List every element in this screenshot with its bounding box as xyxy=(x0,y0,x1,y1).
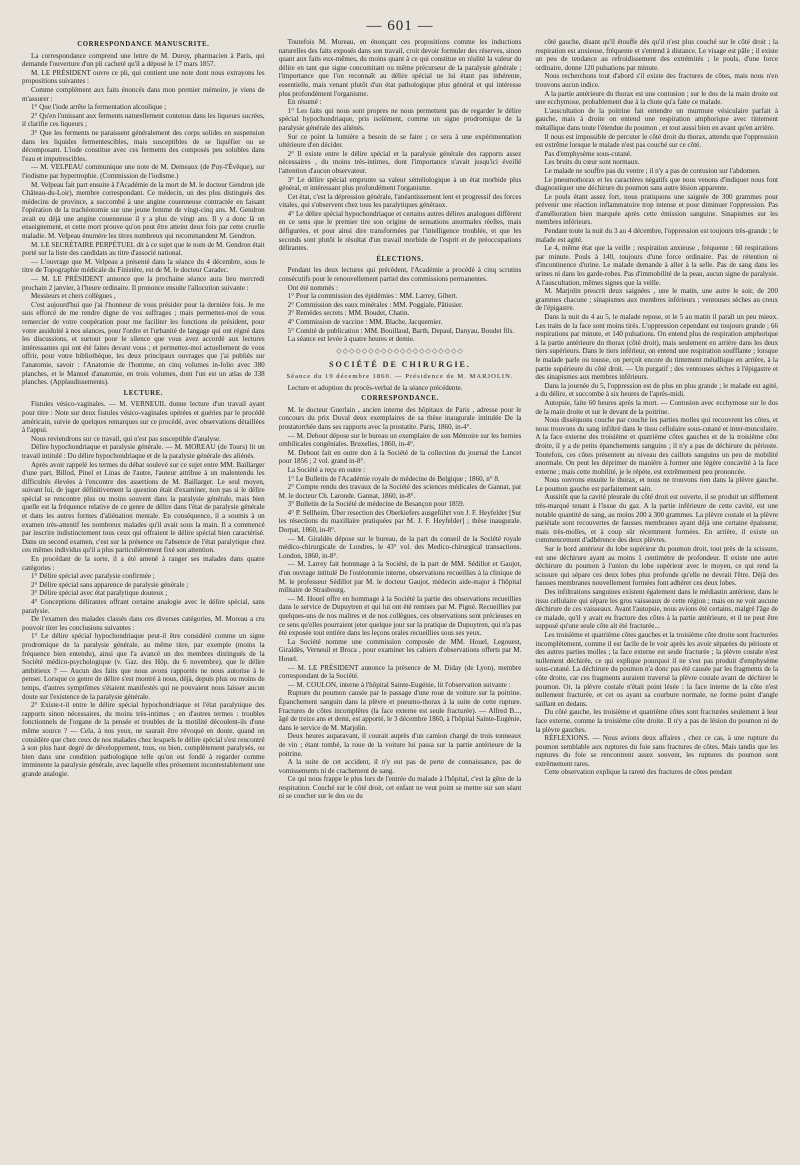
paragraph: 1° Le délire spécial hypochondriaque peut-il être considéré comme un signe prodromique de la paralysie générale, au même titre, par exemple (moins la fréquence bien entendu), ainsi que l'a avancé un des membres distingués de la Société médico-psychologique (v. Gaz. des Hôp. du 6 novembre), que le délire ambitieux ? — Aucun des faits que nous avons rapportés ne nous autorise à le penser. Lorsque ce genre de délire s'est montré à nous, déjà, depuis plus ou moins de temps, d'autres symptômes s'étaient manifestés qui ne pouvaient nous laisser aucun doute sur l'existence de la paralysie générale. xyxy=(22,632,265,701)
paragraph: Lecture et adoption du procès-verbal de la séance précédente. xyxy=(287,383,463,392)
paragraph: — M. VELPEAU communique une note de M. Demeaux (de Puy-l'Évêque), sur l'iodisme par hypertrophie. (Commission de l'iodisme.) xyxy=(22,163,265,180)
paragraph: M. Marjolin prescrit deux saignées , une le matin, une autre le soir, de 200 grammes chacune ; sinapismes aux membres inférieurs ; ventouses sèches au creux de l'épigastre. xyxy=(535,287,778,313)
paragraph: M. LE SECRÉTAIRE PERPÉTUEL dit à ce sujet que le nom de M. Gendron était porté sur la liste des candidats au titre d'associé national. xyxy=(22,240,265,258)
paragraph: C'est aujourd'hui que j'ai l'honneur de vous présider pour la dernière fois. Je me suis efforcé de me rendre digne de vos suffrages ; mais permettez-moi de vous remercier de votre coopération pour me faciliter les fonctions de président, pour votre assiduité à nos séances, pour l'ordre et l'urbanité de langage qui ont régné dans les discussions, et surtout pour le silence que vous avez accordé aux lectures intéressantes qui ont été faites devant vous ; et permettez-moi actuellement de vous offrir, pour votre bibliothèque, les deux principaux ouvrages que j'ai publiés sur l'anatomie, savoir : l'Anatomie de l'homme, en cinq volumes in-folio avec 380 planches, et le Manuel d'anatomie, en trois volumes, dont l'un est un atlas de 338 planches. (Applaudissements). xyxy=(22,300,265,387)
paragraph: Sur le bord antérieur du lobe supérieur du poumon droit, tout près de la scissure, est une déchirure ayant au moins 1 centimètre de profondeur. Il existe une autre déchirure du poumon à l'union du lobe supérieur avec le moyen, ce qui rend la scissure qui sépare ces deux lobes plus profonde qu'elle ne devrait l'être. Déjà des fausses membranes nouvellement formées font adhérer ces deux lobes. xyxy=(535,545,778,588)
ornament-divider: ◇◇◇◇◇◇◇◇◇◇◇◇◇◇◇◇◇◇◇◇ xyxy=(336,346,464,355)
paragraph: 2° Délire spécial sans apparence de paralysie générale ; xyxy=(31,580,189,589)
column-left xyxy=(22,38,265,1158)
paragraph: 4° Commission de vaccine : MM. Blache, Jacquemier. xyxy=(287,318,443,326)
paragraph: Le pouls étant assez fort, nous pratiquons une saignée de 300 grammes pour prévenir une réaction inflammatoire trop intense et pour diminuer l'oppression. Pas d'amélioration bien marquée après cette émission sanguine. Sinapismes sur les membres inférieurs. xyxy=(535,192,778,227)
paragraph: 4° Conceptions délirantes offrant certaine analogie avec le délire spécial, sans paralysie. xyxy=(22,598,265,615)
paragraph: 1° Que l'iode arrête la fermentation alcoolique ; xyxy=(31,103,167,112)
paragraph: En procédant de la sorte, il a été amené à ranger ses malades dans quatre catégories : xyxy=(22,555,265,572)
paragraph: Pendant les deux lectures qui précèdent, l'Académie a procédé à cinq scrutins consécutifs pour le renouvellement partiel des commissions permanentes. xyxy=(278,266,522,284)
paragraph: Nous disséquons couche par couche les parties molles qui recouvrent les côtes, et nous trouvons du sang infiltré dans le tissu cellulaire sous-cutané et inter-musculaire. A la face externe des troisième et quatrième côtes gauches et de la troisième côte droite, il y a de petits épanchements sanguins ; il n'y a pas de déchirure du périoste. Toutefois, ces côtes présentent au niveau des caillots sanguins un peu de mobilité anormale. On peut les déprimer de manière à former une légère concavité à la face externe ; mais cette mobilité, je le répète, est extrêmement peu prononcée. xyxy=(535,416,778,476)
paragraph: Nous reviendrons sur ce travail, qui n'est pas susceptible d'analyse. xyxy=(31,434,221,443)
paragraph: Des infiltrations sanguines existent également dans le médiastin antérieur, dans le tissu cellulaire qui sépare les gros vaisseaux de cette région ; mais on ne voit aucune déchirure de ces vaisseaux. Avant l'autopsie, nous avions été certains, malgré l'âge de ce malade, qu'il y avait eu fracture des côtes à la partie antérieure, et il ne peut être supposé qu'une seule côte ait été fracturée... xyxy=(535,588,778,631)
section-heading: LECTURE. xyxy=(123,389,164,397)
paragraph: — M. Houel offre en hommage à la Société la partie des observations recueillies dans le service de Dupuytren et qui lui ont été remises par M. Pigné. Recueillies par quelques-uns de nos maîtres et de nos collègues, ces observations sont précieuses en ce sens qu'elles pourraient jeter quelque jour sur la pratique de Dupuytren, qui n'a pas été exposée tout entière dans les leçons orales recueillies sous ses yeux. xyxy=(278,594,522,638)
paragraph: Fistules vésico-vaginales. — M. VERNEUIL donne lecture d'un travail ayant pour titre : Note sur deux fistules vésico-vaginales opérées et guéries par le procédé américain, suivie de quelques remarques sur ce procédé, avec observations détaillées à l'appui. xyxy=(22,400,265,435)
paragraph: 2° Existe-t-il entre le délire spécial hypochondriaque et l'état paralytique des rapports sinon nécessaires, du moins très-intimes ; en d'autres termes : troubles fonctionnels de l'organe de la pensée et troubles de la motilité découlent-ils d'une même source ? — Cela, à nos yeux, ne saurait être révoqué en doute, quand on considère que chez ceux de nos malades chez lesquels le délire spécial s'est rencontré à son plus haut degré de développement, tous, ou bien, complètement paralysés, ou bien dans une condition pathologique telle qu'on est fondé à regarder comme imminente la paralysie générale, avec laquelle elles présentent incontestablement une grande analogie. xyxy=(22,701,265,778)
paragraph: A la suite de cet accident, il n'y eut pas de perte de connaissance, pas de vomissements ni de crachement de sang. xyxy=(278,758,522,775)
paragraph: Ont été nommés : xyxy=(287,283,338,292)
paragraph: 1° Pour la commission des épidémies : MM. Larrey, Gibert. xyxy=(287,292,458,301)
paragraph: En résumé : xyxy=(287,98,322,107)
paragraph: Délire hypochondriaque et paralysie générale. — M. MOREAU (de Tours) lit un travail intitulé : Du délire hypochondriaque et de la paralysie générale des aliénés. xyxy=(22,443,265,460)
page-number: — 601 — xyxy=(366,18,434,34)
columns xyxy=(22,38,778,1158)
paragraph: 3° Que les ferments ne paraissent généralement des corps solides en suspension dans les liquides fermentescibles, mais susceptibles de se liquéfier ou se décomposant. L'iode constitue avec ces ferments des composés peu solubles dans l'eau et imputrescibles. xyxy=(22,128,265,163)
column-middle xyxy=(279,38,522,1158)
paragraph: 1° Le Bulletin de l'Académie royale de médecine de Belgique ; 1860, n° 8. xyxy=(287,474,500,483)
paragraph: Aussitôt que la cavité pleurale du côté droit est ouverte, il se produit un sifflement très-marqué tenant à l'issue du gaz. A la partie inférieure de cette cavité, est une notable quantité de sang, au moins 200 à 300 grammes. La plèvre costale et la plèvre pariétale sont recouvertes de fausses membranes ayant déjà une certaine épaisseur, mais très-molles, et à coup sûr récemment formées. En arrière, il existe un commencement d'adhérence des deux plèvres. xyxy=(535,493,778,545)
section-heading: CORRESPONDANCE MANUSCRITE. xyxy=(77,41,210,48)
paragraph: Nous ouvrons ensuite le thorax, et nous ne trouvons rien dans la plèvre gauche. Le poumon gauche est parfaitement sain. xyxy=(535,476,778,493)
paragraph: La Société nomme une commission composée de MM. Houel, Legouest, Giraldès, Verneuil et Broca , pour examiner les cahiers d'observations offerts par M. Houel. xyxy=(278,637,522,663)
paragraph: Les bruits du cœur sont normaux. xyxy=(544,158,640,167)
paragraph: Cette observation explique la rareté des fractures de côtes pendant xyxy=(544,768,733,777)
paragraph: Dans la nuit du 4 au 5, le malade repose, et le 5 au matin il paraît un peu mieux. Les traits de la face sont moins tirés. L'oppression cependant est toujours grande ; 66 respirations par minute, et 140 pulsations. On entend plus de respiration amphorique à la partie antérieure du thorax (côté droit), mais seulement en arrière dans les deux tiers supérieurs. Dans le tiers inférieur, on entend une respiration soufflante ; lorsque le malade parle ou tousse, on perçoit encore du tintement métallique en arrière, à la partie supérieure du côté droit. — Un purgatif ; des ventouses sèches à l'épigastre et des sinapismes aux membres inférieurs. xyxy=(535,313,778,382)
paragraph: Les troisième et quatrième côtes gauches et la troisième côte droite sont fracturées incomplètement, comme il est facile de le voir après les avoir séparées du périoste et des autres parties molles ; la face externe est seule fracturée ; la plèvre costale n'est nullement déchirée, ce qui explique pourquoi il ne s'est pas produit d'emphysème sous-cutané. La déchirure du poumon n'a donc pas été causée par les fragments de la côte droite, car ces fragments auraient traversé la plèvre costale avant de déchirer le poumon. Or, la plèvre costale n'était point lésée : la face interne de la côte n'est nullement fracturée, et cet os ayant sa courbure normale, ne forme point d'angle saillant en dedans. xyxy=(535,630,778,708)
paragraph: 4° P. Sellheim. Über resection des Oberkiefers ausgeführt von J. F. Heyfelder [Sur les résections du maxillaire pratiquées par M. J. F. Heyfelder] ; thèse inaugurale. Dorpat, 1860, in-8°. xyxy=(278,508,522,535)
paragraph: Du côté gauche, les troisième et quatrième côtes sont fracturées seulement à leur face externe, comme la troisième côte droite. Il n'y a pas de lésion du poumon ni de la plèvre gauches. xyxy=(535,708,778,734)
society-heading: SOCIÉTÉ DE CHIRURGIE. xyxy=(329,360,471,370)
paragraph: La correspondance comprend une lettre de M. Duroy, pharmacien à Paris, qui demande l'ouverture d'un pli cacheté qu'il a déposé le 17 mars 1857. xyxy=(22,51,265,69)
paragraph: — M. COULON, interne à l'hôpital Sainte-Eugénie, lit l'observation suivante : xyxy=(287,680,511,689)
paragraph: M. Debout fait en outre don à la Société de la collection du journal the Lancet pour 1856 ; 2 vol. grand in-8°. xyxy=(278,448,522,466)
paragraph: côté gauche, disant qu'il étouffe dès qu'il n'est plus couché sur le côté droit ; la respiration est anxieuse, fréquente et s'entend à distance. Le visage est pâle ; il existe un peu de tendance au refroidissement des extrémités ; le pouls, d'une force ordinaire, donne 120 pulsations par minute. xyxy=(535,38,778,72)
paragraph: — M. Larrey fait hommage à la Société, de la part de MM. Sédillot et Gaujot, d'un ouvrage intitulé De l'ostéotomie interne, observations recueillies à la clinique de M. le professeur Sédillot par M. le docteur Gaujot, médecin aide-major à l'hôpital militaire de Strasbourg. xyxy=(278,560,522,595)
paragraph: Rupture du poumon causée par le passage d'une roue de voiture sur la poitrine. Épanchement sanguin dans la plèvre et pneumo-thorax à la suite de cette rupture. Fractures de côtes incomplètes (la face externe est seule fracturée). — Alfred B..., âgé de treize ans et demi, est apporté, le 3 décembre 1860, à l'hôpital Sainte-Eugénie, dans le service de M. Marjolin. xyxy=(278,689,522,732)
paragraph: — M. LE PRÉSIDENT annonce la présence de M. Diday (de Lyon), membre correspondant de la Société. xyxy=(278,663,522,681)
paragraph: 5° Comité de publication : MM. Bouillaud, Barth, Depaul, Danyau, Boudet fils. xyxy=(287,326,515,335)
paragraph: Le 4, même état que la veille ; respiration anxieuse , fréquente : 60 respirations par minute. Pouls à 140, toujours d'une force ordinaire. Pas de rétention ni d'incontinence d'urine. Le malade demande à aller à la selle. Pas de sang dans les urines ni dans les garde-robes. Pas d'immobilité de la peau, aucun signe de paralysie. A l'auscultation, mêmes signes que la veille. xyxy=(535,244,778,287)
paragraph: Il nous est impossible de percuter le côté droit du thorax, attendu que l'oppression est extrême lorsque le malade n'est pas couché sur ce côté. xyxy=(535,132,778,150)
paragraph: Messieurs et chers collègues , xyxy=(31,292,116,301)
paragraph: — L'ouvrage que M. Velpeau a présenté dans la séance du 4 décembre, sous le titre de Topographie médicale du Finistère, est de M. le docteur Caradec. xyxy=(22,257,265,275)
paragraph: Sur ce point la lumière a besoin de se faire ; ce sera à une expérimentation ultérieure d'en décider. xyxy=(278,132,522,150)
paragraph: Ce qui nous frappe le plus lors de l'entrée du malade à l'hôpital, c'est la gêne de la respiration. Couché sur le côté droit, cet enfant ne veut point se mettre sur son séant ni se coucher sur le dos ou du xyxy=(278,775,522,801)
paragraph: Comme complément aux faits énoncés dans mon premier mémoire, je viens de m'assurer : xyxy=(22,85,265,103)
paragraph: La Société a reçu en outre : xyxy=(287,465,366,474)
paragraph: Nous recherchons tout d'abord s'il existe des fractures de côtes, mais nous n'en trouvons aucun indice. xyxy=(535,72,778,89)
paragraph: Pas d'emphysème sous-cutané. xyxy=(544,149,632,158)
section-heading: ÉLECTIONS. xyxy=(376,255,424,263)
paragraph: 3° Remèdes secrets : MM. Boudet, Chatin. xyxy=(287,309,410,318)
section-heading: CORRESPONDANCE. xyxy=(361,395,439,403)
paragraph: 3° Délire spécial avec état paralytique douteux ; xyxy=(31,589,168,598)
paragraph: La séance est levée à quatre heures et demie. xyxy=(287,335,415,344)
paragraph: — M. LE PRÉSIDENT annonce que la prochaine séance aura lieu mercredi prochain 2 janvier, à l'heure ordinaire. Il prononce ensuite l'allocution suivante : xyxy=(22,275,265,292)
paragraph: 2° Il existe entre le délire spécial et la paralysie générale des rapports assez nécessaires , du moins très-intimes, dont l'importance n'avait jusqu'ici éveillé l'attention d'aucun observateur. xyxy=(278,149,522,175)
paragraph: Le malade ne souffre pas du ventre ; il n'y a pas de contusion sur l'abdomen. xyxy=(544,166,761,175)
paragraph: M. LE PRÉSIDENT ouvre ce pli, qui contient une note dont nous extrayons les propositions suivantes : xyxy=(22,68,265,86)
paragraph: 1° Les faits qui nous sont propres ne nous permettent pas de regarder le délire spécial hypochondriaque, pris isolément, comme un signe prodromique de la paralysie générale des aliénés. xyxy=(278,106,522,132)
paragraph: 2° Compte rendu des travaux de la Société des sciences médicales de Gannat, par M. le docteur Ch. Laronde. Gannat, 1860, in-8°. xyxy=(278,483,522,500)
paragraph: Après avoir rappelé les termes du débat soulevé sur ce sujet entre MM. Baillarger d'une part, Billod, Pinel et Linas de l'autre, l'auteur attribue à un malentendu les difficultés élevées à l'encontre des assertions de M. Baillarger. Le seul moyen, suivant lui, de juger définitivement la question était d'examiner, non pas si le délire spécial se rencontre plus ou moins souvent dans la paralysie générale, mais bien quelle est la fréquence relative de ce genre de délire dans l'état de paralysie générale et dans les autres formes d'aliénation mentale. En conséquence, il a soumis à un examen très-attentif les nombreux malades qu'il avait sous la main. Il a commencé par inscrire indistinctement tous ceux qui offraient le délire spécial bien caractérisé. Dans un second examen, c'est sur la présence ou l'absence de l'état paralytique chez ces mêmes individus qu'il a plus particulièrement fixé son attention. xyxy=(22,460,265,555)
paragraph: Le pneumothorax et les caractères négatifs que nous venons d'indiquer nous font diagnostiquer une déchirure du poumon sans autre lésion apparente. xyxy=(535,175,778,193)
paragraph: 3° Bulletin de la Société de médecine de Besançon pour 1859. xyxy=(287,500,465,509)
paragraph: 1° Délire spécial avec paralysie confirmée ; xyxy=(31,572,155,581)
paragraph: Autopsie, faite 60 heures après la mort. — Contusion avec ecchymose sur le dos de la main droite et sur le devant de la poitrine. xyxy=(535,398,778,416)
paragraph: De l'examen des malades classés dans ces diverses catégories, M. Moreau a cru pouvoir tirer les conclusions suivantes : xyxy=(22,615,265,632)
paragraph: Toutefois M. Moreau, en énonçant ces propositions comme les inductions naturelles des faits exposés dans son travail, croit devoir formuler des réserves, sinon quant aux faits eux-mêmes, du moins quant à ce qui constitue en réalité la valeur du délire en tant que signe concomitant ou même précurseur de la paralysie générale ; l'importance que l'on reconnaît au délire spécial ne lui étant pas inhérente, essentielle, mais venant plutôt d'un état pathologique plus général et qui intéresse plus profondément l'organisme. xyxy=(278,38,522,98)
paragraph: — M. Debout dépose sur le bureau un exemplaire de son Mémoire sur les hernies ombilicales congéniales. Bruxelles, 1860, in-4°. xyxy=(278,431,522,449)
paragraph: 2° Qu'en l'unissant aux ferments naturellement contenus dans les liqueurs sucrées, il clarifie ces liqueurs ; xyxy=(22,111,265,129)
session-subtitle: Séance du 19 décembre 1860. — Présidence de M. MARJOLIN. xyxy=(286,372,514,380)
paragraph: — M. Giraldès dépose sur le bureau, de la part du conseil de la Société royale médico-chirurgicale de Londres, le 43° vol. des Medico-chirurgical transactions. London, 1860, in-8°. xyxy=(278,534,522,560)
paragraph: A la partie antérieure du thorax est une contusion ; sur le dos de la main droite est une ecchymose, probablement due à la chute qu'a faite ce malade. xyxy=(535,89,778,107)
paragraph: M. le docteur Guerlain , ancien interne des hôpitaux de Paris , adresse pour le concours du prix Duval deux exemplaires de sa thèse inaugurale intitulée De la prostatorrhée dans ses rapports avec la prostatite. Paris, 1860, in-4°. xyxy=(278,405,522,431)
paragraph: 4° Le délire spécial hypochondriaque et certains autres délires analogues diffèrent en ce sens que le premier tire son origine de sensations anormales réelles, mais défigurées, et pour ainsi dire transformées par l'intelligence troublée, et que les seconds sont plutôt le résultat d'un travail morbide de l'esprit et de préoccupations délirantes. xyxy=(278,209,522,253)
paragraph: M. Velpeau fait part ensuite à l'Académie de la mort de M. le docteur Gendron (de Château-du-Loir), membre correspondant. Ce médecin, un des plus distingués des médecins de province, a succombé à une angine couenneuse contractée en faisant l'opération de la trachéotomie sur une jeune femme de vingt-cinq ans. M. Gendron avait eu déjà une angine couenneuse il y a plus de vingt ans. Il y a donc là un enseignement, et cette mort prouve qu'on peut être atteint deux fois par cette cruelle maladie. M. Velpeau énumère les titres nombreux qui recommandent M. Gendron. xyxy=(22,180,265,241)
paragraph: 2° Commission des eaux minérales : MM. Poggiale, Pâtissier. xyxy=(287,300,463,309)
paragraph: Dans la journée du 5, l'oppression est de plus en plus grande ; le malade est agité, a du délire, et succombe à six heures de l'après-midi. xyxy=(535,381,778,399)
paragraph: Pendant toute la nuit du 3 au 4 décembre, l'oppression est toujours très-grande ; le malade est agité. xyxy=(535,227,778,244)
paragraph: Deux heures auparavant, il courait auprès d'un camion chargé de trois tonneaux de vin ; étant tombé, la roue de la voiture lui passa sur la partie antérieure de la poitrine. xyxy=(278,732,522,758)
paragraph: 3° Le délire spécial emprunte sa valeur séméiologique à un état morbide plus général, et intéressant plus profondément l'organisme. xyxy=(278,175,522,193)
paragraph: RÉFLEXIONS. — Nous avions deux affaires , chez ce cas, à une rupture du poumon semblable aux ruptures du foie sans fractures de côtes. Mais tandis que les ruptures du foie se rencontrent assez souvent, les ruptures du poumon sont extrêmement rares. xyxy=(535,734,778,768)
paragraph: L'auscultation de la poitrine fait entendre un murmure vésiculaire parfait à gauche, mais à droite on entend une respiration amphorique avec tintement métallique dans toute l'étendue du poumon , et tout aussi bien en avant qu'en arrière. xyxy=(535,106,778,132)
column-right xyxy=(535,38,778,1158)
paragraph: Cet état, c'est la dépression générale, l'anéantissement lent et progressif des forces vitales, qui s'observent chez tous les paralytiques généraux. xyxy=(278,192,522,210)
